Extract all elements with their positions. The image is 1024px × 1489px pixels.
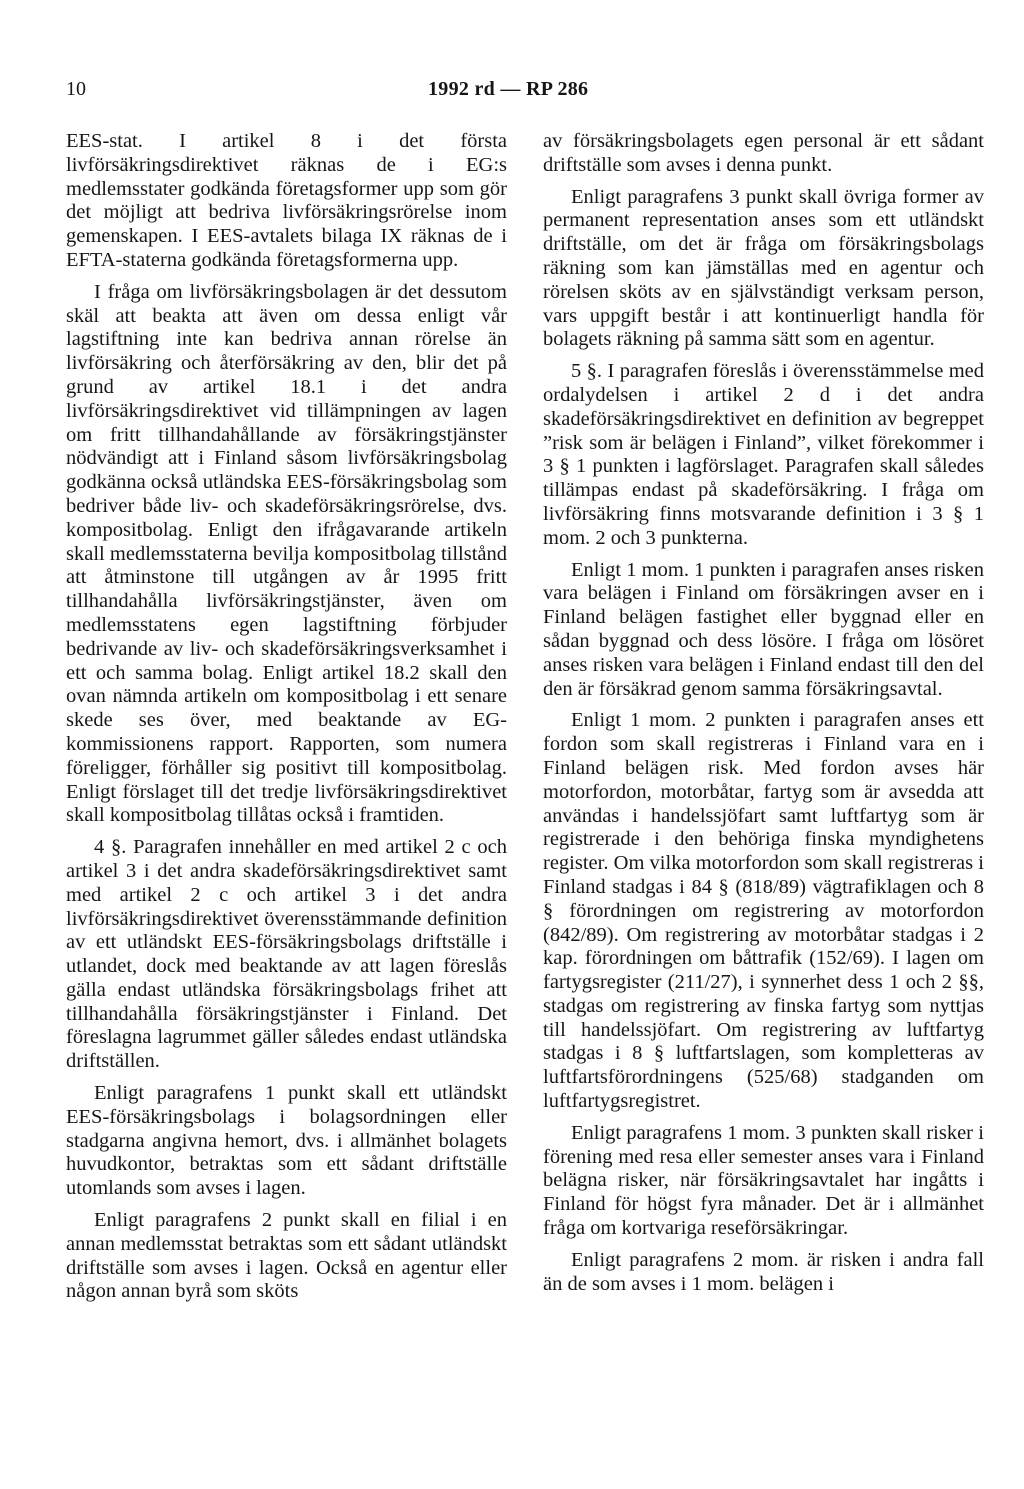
paragraph: EES-stat. I artikel 8 i det första livförsäkringsdirektivet räknas de i EG:s medlemsstater godkända företagsformer upp som gör det möjligt att bedriva livförsäkringsrörelse inom gemenskapen. I EES-avtalets bilaga IX räknas de i EFTA-staterna godkända företagsformerna upp. (66, 130, 507, 271)
running-title: 1992 rd — RP 286 (428, 78, 589, 100)
paragraph: Enligt paragrafens 3 punkt skall övriga former av permanent representation anses som ett utländskt driftställe, om det är fråga om försäkringsbolags räkning som kan jämställas med en agentur och rörelsen sköts av en självständigt verksam person, vars uppgift består i att kontinuerligt handla för bolagets räkning på samma sätt som en agentur. (543, 185, 984, 351)
paragraph: Enligt paragrafens 1 mom. 3 punkten skall risker i förening med resa eller semester anses vara i Finland belägna risker, när försäkringsavtalet har ingåtts i Finland för högst fyra månader. Det är i allmänhet fråga om kortvariga reseförsäkringar. (543, 1121, 984, 1240)
page-number: 10 (66, 78, 86, 100)
page-header (66, 74, 984, 104)
paragraph: Enligt paragrafens 2 punkt skall en filial i en annan medlemsstat betraktas som ett sådant utländskt driftställe som avses i lagen. Också en agentur eller någon annan byrå som sköts (66, 1209, 507, 1303)
paragraph: Enligt 1 mom. 2 punkten i paragrafen anses ett fordon som skall registreras i Finland vara en i Finland belägen risk. Med fordon avses här motorfordon, motorbåtar, fartyg som är avsedda att användas i handelssjöfart samt luftfartyg som är registrerade i den behöriga finska myndighetens register. Om vilka motorfordon som skall registreras i Finland stadgas i 84 § (818/89) vägtrafiklagen och 8 § förordningen om registrering av motorfordon (842/89). Om registrering av motorbåtar stadgas i 2 kap. förordningen om båttrafik (152/69). I lagen om fartygsregister (211/27), i synnerhet dess 1 och 2 §§, stadgas om registrering av finska fartyg som nyttjas till handelssjöfart. Om registrering av luftfartyg stadgas i 8 § luftfartslagen, som kompletteras av luftfartsförordningens (525/68) stadganden om luftfartygsregistret. (543, 709, 984, 1113)
paragraph: Enligt paragrafens 2 mom. är risken i andra fall än de som avses i 1 mom. belägen i (543, 1248, 984, 1295)
right-column (543, 130, 984, 1304)
paragraph: Enligt 1 mom. 1 punkten i paragrafen anses risken vara belägen i Finland om försäkringen avser en i Finland belägen fastighet eller byggnad eller en sådan byggnad och dess lösöre. I fråga om lösöret anses risken vara belägen i Finland endast till den del den är försäkrad genom samma försäkringsavtal. (543, 558, 984, 700)
paragraph: I fråga om livförsäkringsbolagen är det dessutom skäl att beakta att även om dessa enligt vår lagstiftning inte kan bedriva annan rörelse än livförsäkring och återförsäkring av den, blir det på grund av artikel 18.1 i det andra livförsäkringsdirektivet vid tillämpningen av lagen om fritt tillhandahållande av försäkringstjänster nödvändigt att i Finland såsom livförsäkringsbolag godkänna också utländska EES-försäkringsbolag som bedriver både liv- och skadeförsäkringsrörelse, dvs. kompositbolag. Enligt den ifrågavarande artikeln skall medlemsstaterna bevilja kompositbolag tillstånd att åtminstone till utgången av år 1995 fritt tillhandahålla livförsäkringstjänster, även om medlemsstatens egen lagstiftning förbjuder bedrivande av liv- och skadeförsäkringsverksamhet i ett och samma bolag. Enligt artikel 18.2 skall den ovan nämnda artikeln om kompositbolag i ett senare skede ses över, med beaktande av EG-kommissionens rapport. Rapporten, som numera föreligger, förhåller sig positivt till kompositbolag. Enligt förslaget till det tredje livförsäkringsdirektivet skall kompositbolag tillåtas också i framtiden. (66, 280, 507, 827)
paragraph: 4 §. Paragrafen innehåller en med artikel 2 c och artikel 3 i det andra skadeförsäkringsdirektivet samt med artikel 2 c och artikel 3 i det andra livförsäkringsdirektivet överensstämmande definition av ett utländskt EES-försäkringsbolags driftställe i utlandet, dock med beaktande av att lagen föreslås gälla endast utländska försäkringsbolags frihet att tillhandahålla försäkringstjänster i Finland. Det föreslagna lagrummet gäller således endast utländska driftställen. (66, 836, 507, 1073)
left-column (66, 130, 507, 1312)
paragraph: Enligt paragrafens 1 punkt skall ett utländskt EES-försäkringsbolags i bolagsordningen eller stadgarna angivna hemort, dvs. i allmänhet bolagets huvudkontor, betraktas som ett sådant driftställe utomlands som avses i lagen. (66, 1082, 507, 1200)
paragraph: 5 §. I paragrafen föreslås i överensstämmelse med ordalydelsen i artikel 2 d i det andra skadeförsäkringsdirektivet en definition av begreppet ”risk som är belägen i Finland”, vilket förekommer i 3 § 1 punkten i lagförslaget. Paragrafen skall således tillämpas endast på skadeförsäkring. I fråga om livförsäkring finns motsvarande definition i 3 § 1 mom. 2 och 3 punkterna. (543, 360, 984, 549)
paragraph: av försäkringsbolagets egen personal är ett sådant driftställe som avses i denna punkt. (543, 130, 984, 176)
